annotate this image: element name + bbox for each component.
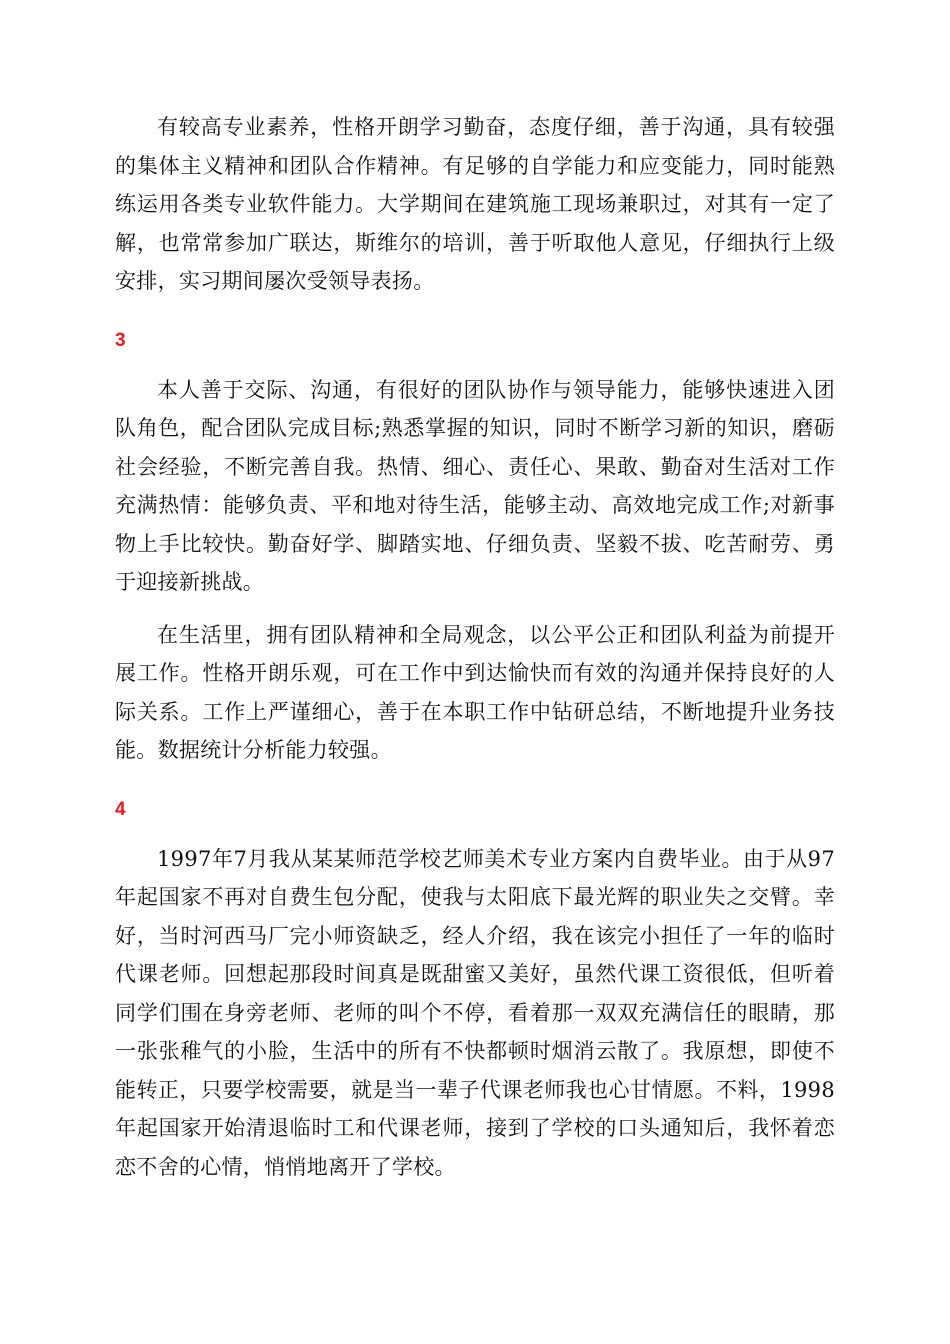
paragraph-teamwork: 本人善于交际、沟通，有很好的团队协作与领导能力，能够快速进入团队角色，配合团队完成目标;熟悉掌握的知识，同时不断学习新的知识，磨砺社会经验，不断完善自我。热情、细心、责任心、果敢、勤奋对生活对工作充满热情：能够负责、平和地对待生活，能够主动、高效地完成工作;对新事物上手比较快。勤奋好学、脚踏实地、仔细负责、坚毅不拔、吃苦耐劳、勇于迎接新挑战。: [115, 377, 835, 594]
paragraph-qualities: 有较高专业素养，性格开朗学习勤奋，态度仔细，善于沟通，具有较强的集体主义精神和团队合作精神。有足够的自学能力和应变能力，同时能熟练运用各类专业软件能力。大学期间在建筑施工现场兼职过，对其有一定了解，也常常参加广联达，斯维尔的培训，善于听取他人意见，仔细执行上级安排，实习期间屡次受领导表扬。: [115, 115, 835, 293]
section-number-3: 3: [115, 329, 126, 351]
section-number-4: 4: [115, 798, 126, 820]
document-page: [115, 108, 835, 1186]
paragraph-teaching-history: 1997年7月我从某某师范学校艺师美术专业方案内自费毕业。由于从97年起国家不再对自费生包分配，使我与太阳底下最光辉的职业失之交臂。幸好，当时河西马厂完小师资缺乏，经人介绍，我在该完小担任了一年的临时代课老师。回想起那段时间真是既甜蜜又美好，虽然代课工资很低，但听着同学们围在身旁老师、老师的叫个不停，看着那一双双充满信任的眼睛，那一张张稚气的小脸，生活中的所有不快都顿时烟消云散了。我原想，即使不能转正，只要学校需要，就是当一辈子代课老师我也心甘情愿。不料，1998年起国家开始清退临时工和代课老师，接到了学校的口头通知后，我怀着恋恋不舍的心情，悄悄地离开了学校。: [115, 846, 835, 1179]
paragraph-life-attitude: 在生活里，拥有团队精神和全局观念，以公平公正和团队利益为前提开展工作。性格开朗乐观，可在工作中到达愉快而有效的沟通并保持良好的人际关系。工作上严谨细心，善于在本职工作中钻研总结，不断地提升业务技能。数据统计分析能力较强。: [115, 622, 835, 762]
